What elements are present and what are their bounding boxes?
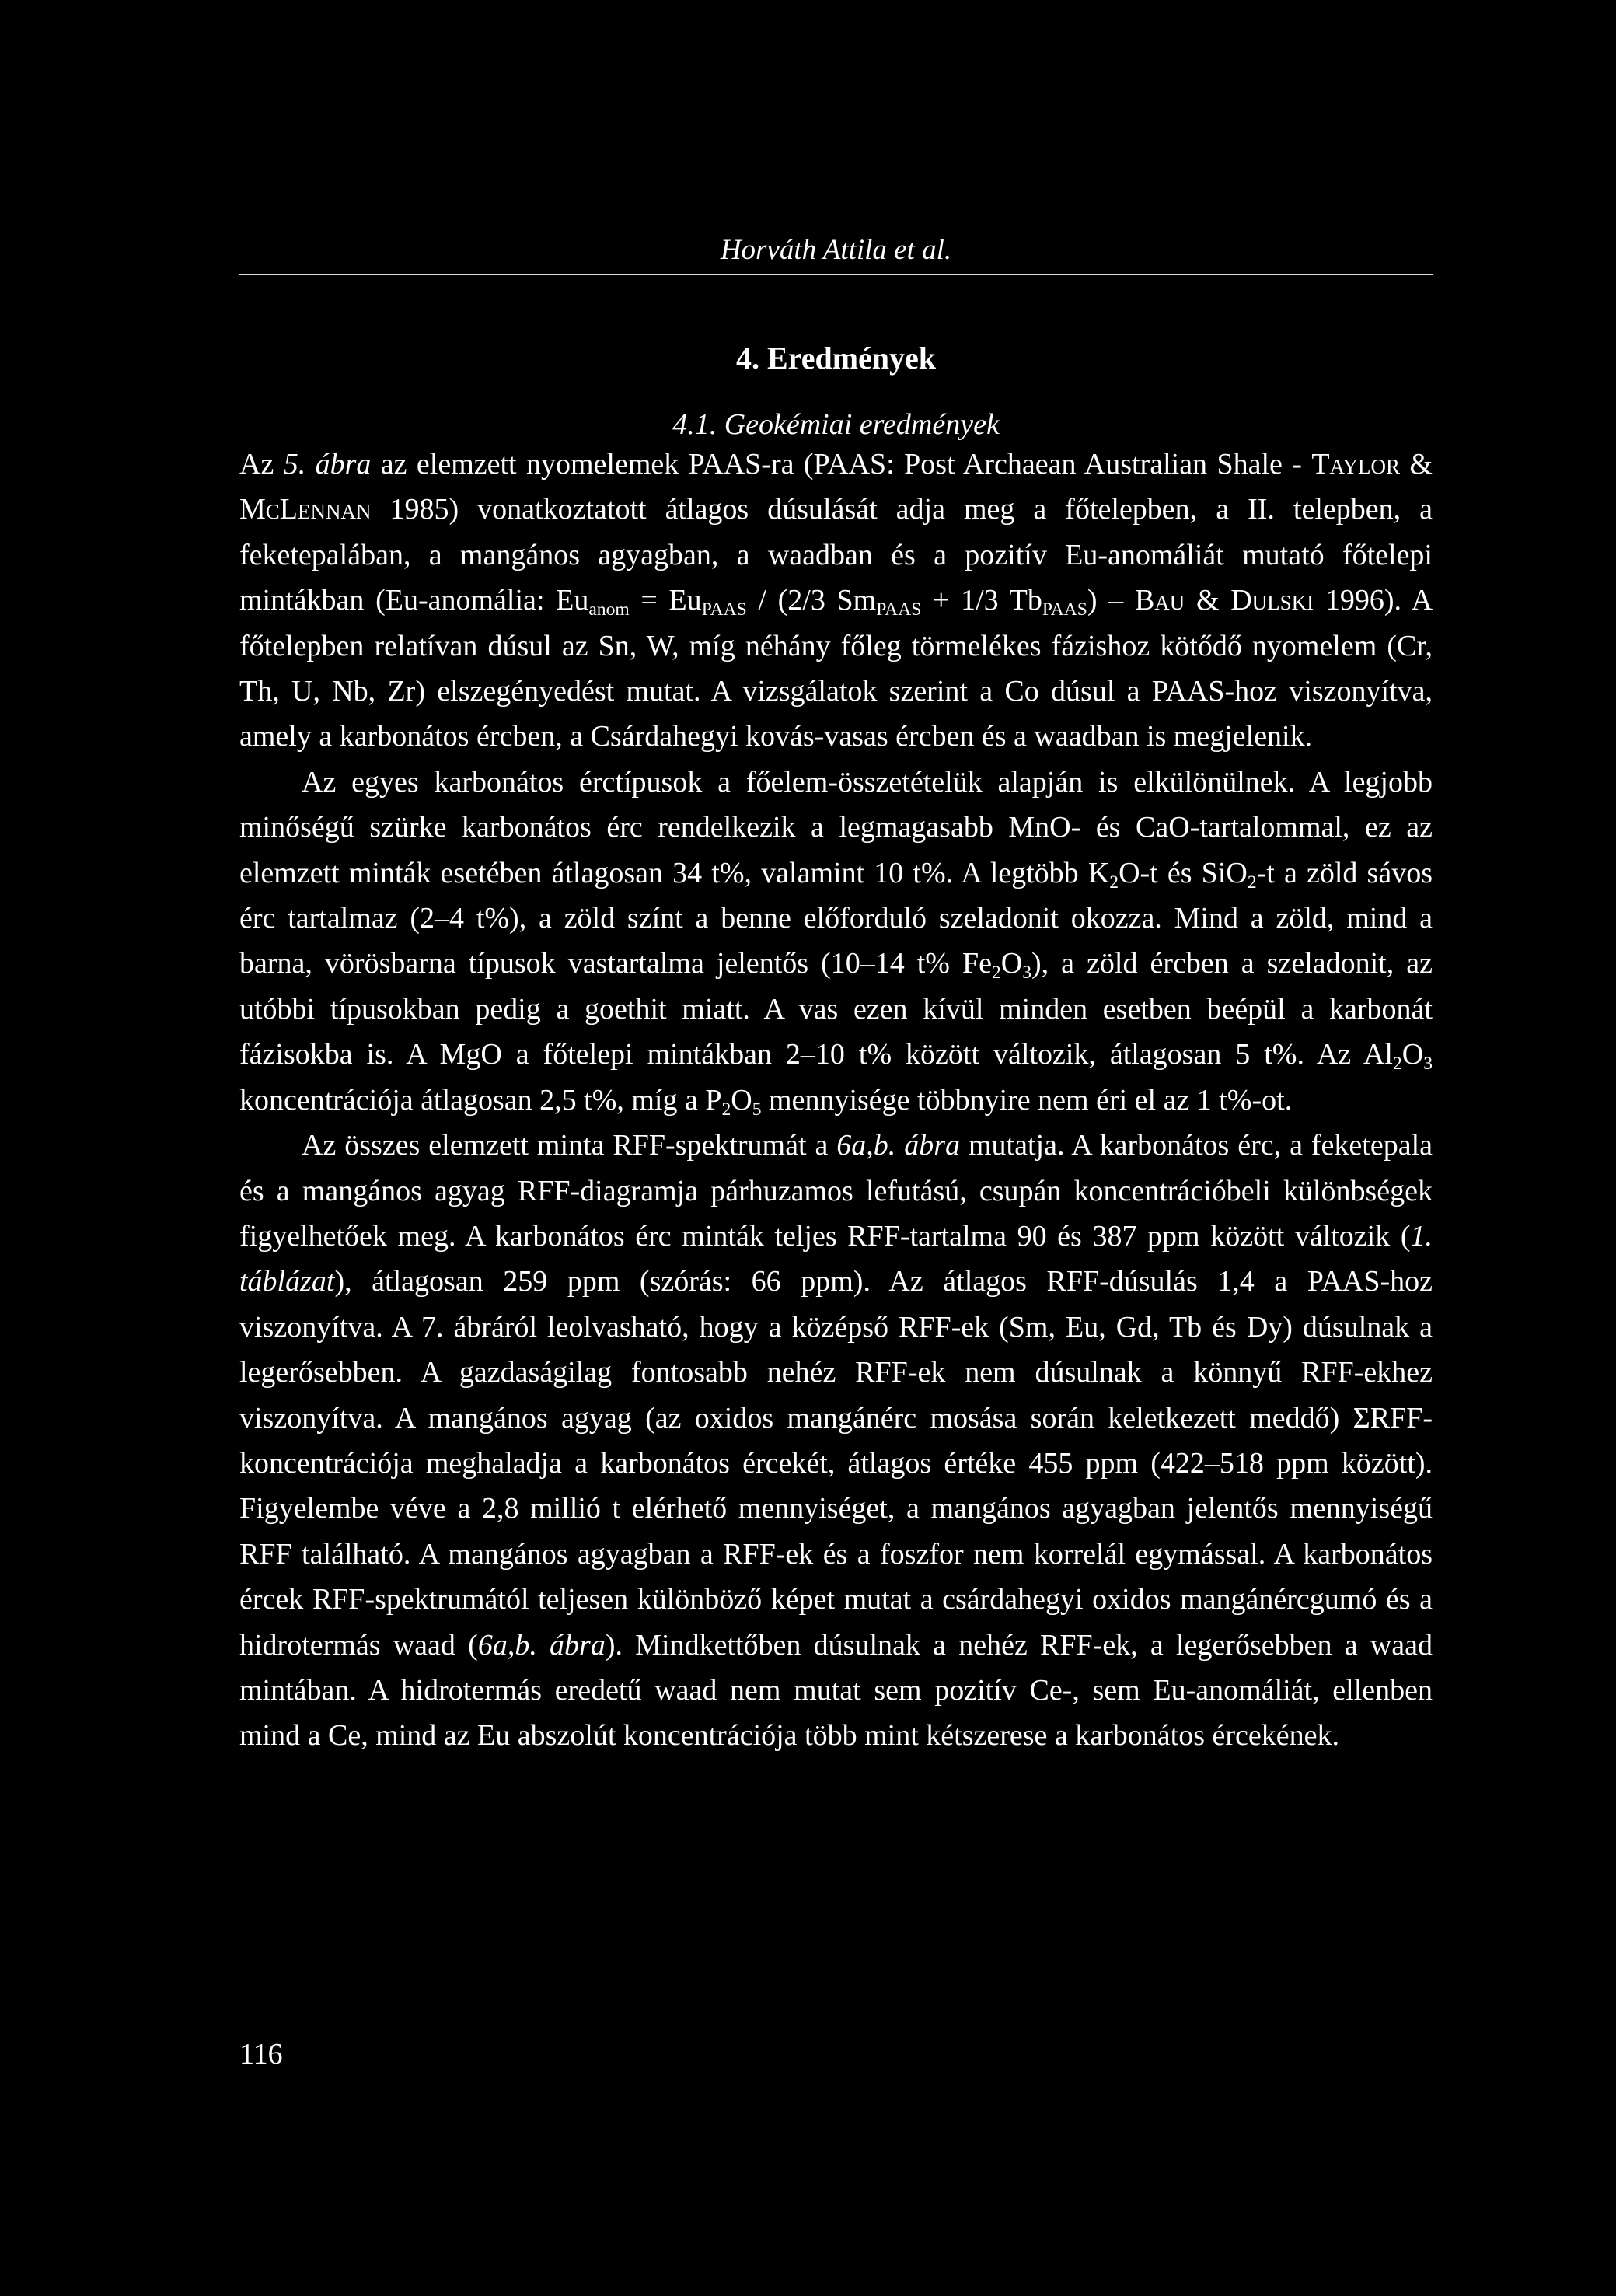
section-title: 4. Eredmények [735, 341, 937, 376]
figure-reference: 6a,b. ábra [836, 1129, 961, 1162]
author-name: Dulski [1230, 584, 1314, 617]
subscript: 5 [752, 1099, 762, 1120]
author-name: Taylor [1311, 448, 1401, 481]
text-run: mutatja. A karbonátos érc, a feketepala és a mangános agyag RFF-diagramja párhuzamos lefutású, csupán koncentrációbeli különbségek figyelhetőek meg. A karbonátos érc minták teljes RFF-tartalma 90 és 387 ppm között változik ( [239, 1129, 1433, 1253]
text-run: & [1185, 584, 1231, 617]
subscript: 2 [721, 1099, 731, 1120]
text-run: = Eu [629, 584, 702, 617]
text-run: ) – [1087, 584, 1135, 617]
text-run: O-t és SiO [1119, 856, 1248, 889]
figure-reference: 5. ábra [283, 448, 372, 481]
text-run: Az összes elemzett minta RFF-spektrumát a [302, 1129, 837, 1162]
text-run: O [731, 1083, 752, 1117]
subscript: PAAS [701, 599, 747, 620]
text-run: / (2/3 Sm [746, 584, 877, 617]
text-run: & [1400, 448, 1433, 481]
table-reference: 1. táblázat [239, 1219, 1433, 1298]
paragraph-2 [239, 760, 1433, 1123]
text-run: + 1/3 Tb [921, 584, 1042, 617]
subsection-title: 4.1. Geokémiai eredmények [672, 408, 1000, 441]
text-run: ). Mindkettőben dúsulnak a nehéz RFF-ek, a legerősebben a waad mintában. A hidrotermás eredetű waad nem mutat sem pozitív Ce-, sem Eu-anomáliát, ellenben mind a Ce, mind az Eu abszolút koncentrációja több mint kétszerese a karbonátos ércekének. [239, 1628, 1433, 1753]
text-run: az elemzett nyomelemek PAAS-ra (PAAS: Post Archaean Australian Shale - [371, 448, 1312, 481]
subscript: 3 [1423, 1054, 1433, 1075]
paragraph-3 [239, 1123, 1433, 1759]
body-text [239, 442, 1433, 1759]
text-run: Az egyes karbonátos érctípusok a főelem-összetételük alapján is elkülönülnek. A legjobb minőségű szürke karbonátos érc rendelkezik a legmagasabb MnO- és CaO-tartalommal, ez az elemzett minták esetében átlagosan 34 t%, valamint 10 t%. A legtöbb K [239, 765, 1433, 889]
text-run: ), a zöld ércben a szeladonit, az utóbbi típusokban pedig a goethit miatt. A vas ezen kívül minden esetben beépül a karbonát fázisokba is. A MgO a főtelepi mintákban 2–10 t% között változik, átlagosan 5 t%. Az Al [239, 947, 1433, 1071]
subscript: 2 [1247, 872, 1257, 893]
text-run: 1996). A főtelepben relatívan dúsul az Sn, W, míg néhány főleg törmelékes fázishoz kötődő nyomelem (Cr, Th, U, Nb, Zr) elszegényedést mutat. A vizsgálatok szerint a Co dúsul a PAAS-hoz viszonyítva, amely a karbonátos ércben, a Csárdahegyi kovás-vasas ércben és a waadban is megjelenik. [239, 584, 1433, 753]
paragraph-1 [239, 442, 1433, 760]
text-run: 1985) vonatkoztatott átlagos dúsulását adja meg a főtelepben, a II. telepben, a feketepalában, a mangános agyagban, a waadban és a pozitív Eu-anomáliát mutató főtelepi mintákban (Eu-anomália: Eu [239, 493, 1433, 617]
subscript: PAAS [876, 599, 922, 620]
figure-reference: 6a,b. ábra [477, 1628, 606, 1662]
page-number: 116 [239, 2038, 283, 2071]
subscript: 3 [1022, 963, 1031, 984]
text-run: O [1000, 947, 1023, 980]
subscript: 2 [991, 963, 1001, 984]
text-run: koncentrációja átlagosan 2,5 t%, míg a P [239, 1083, 722, 1117]
subscript: PAAS [1042, 599, 1087, 620]
author-name: Bau [1134, 584, 1185, 617]
subscript: 2 [1392, 1054, 1402, 1075]
author-name: McLennan [239, 493, 372, 526]
subscript: 2 [1109, 872, 1119, 893]
header-rule [239, 274, 1433, 275]
text-run: ), átlagosan 259 ppm (szórás: 66 ppm). Az átlagos RFF-dúsulás 1,4 a PAAS-hoz viszonyítva. A 7. ábráról leolvasható, hogy a középső RFF-ek (Sm, Eu, Gd, Tb és Dy) dúsulnak a legerősebben. A gazdaságilag fontosabb nehéz RFF-ek nem dúsulnak a könnyű RFF-ekhez viszonyítva. A mangános agyag (az oxidos mangánérc mosása során keletkezett meddő) ΣRFF-koncentrációja meghaladja a karbonátos ércekét, átlagos értéke 455 ppm (422–518 ppm között). Figyelembe véve a 2,8 millió t elérhető mennyiséget, a mangános agyagban jelentős mennyiségű RFF található. A mangános agyagban a RFF-ek és a foszfor nem korrelál egymással. A karbonátos ércek RFF-spektrumától teljesen különböző képet mutat a csárdahegyi oxidos mangánércgumó és a hidrotermás waad ( [239, 1265, 1433, 1662]
subscript: anom [588, 599, 630, 620]
text-run: mennyisége többnyire nem éri el az 1 t%-ot. [761, 1083, 1293, 1117]
text-run: Az [239, 448, 284, 481]
text-run: O [1401, 1038, 1424, 1071]
running-header: Horváth Attila et al. [720, 234, 952, 266]
text-run: -t a zöld sávos érc tartalmaz (2–4 t%), a zöld színt a benne előforduló szeladonit okozza. Mind a zöld, mind a barna, vörösbarna típusok vastartalma jelentős (10–14 t% Fe [239, 856, 1433, 980]
